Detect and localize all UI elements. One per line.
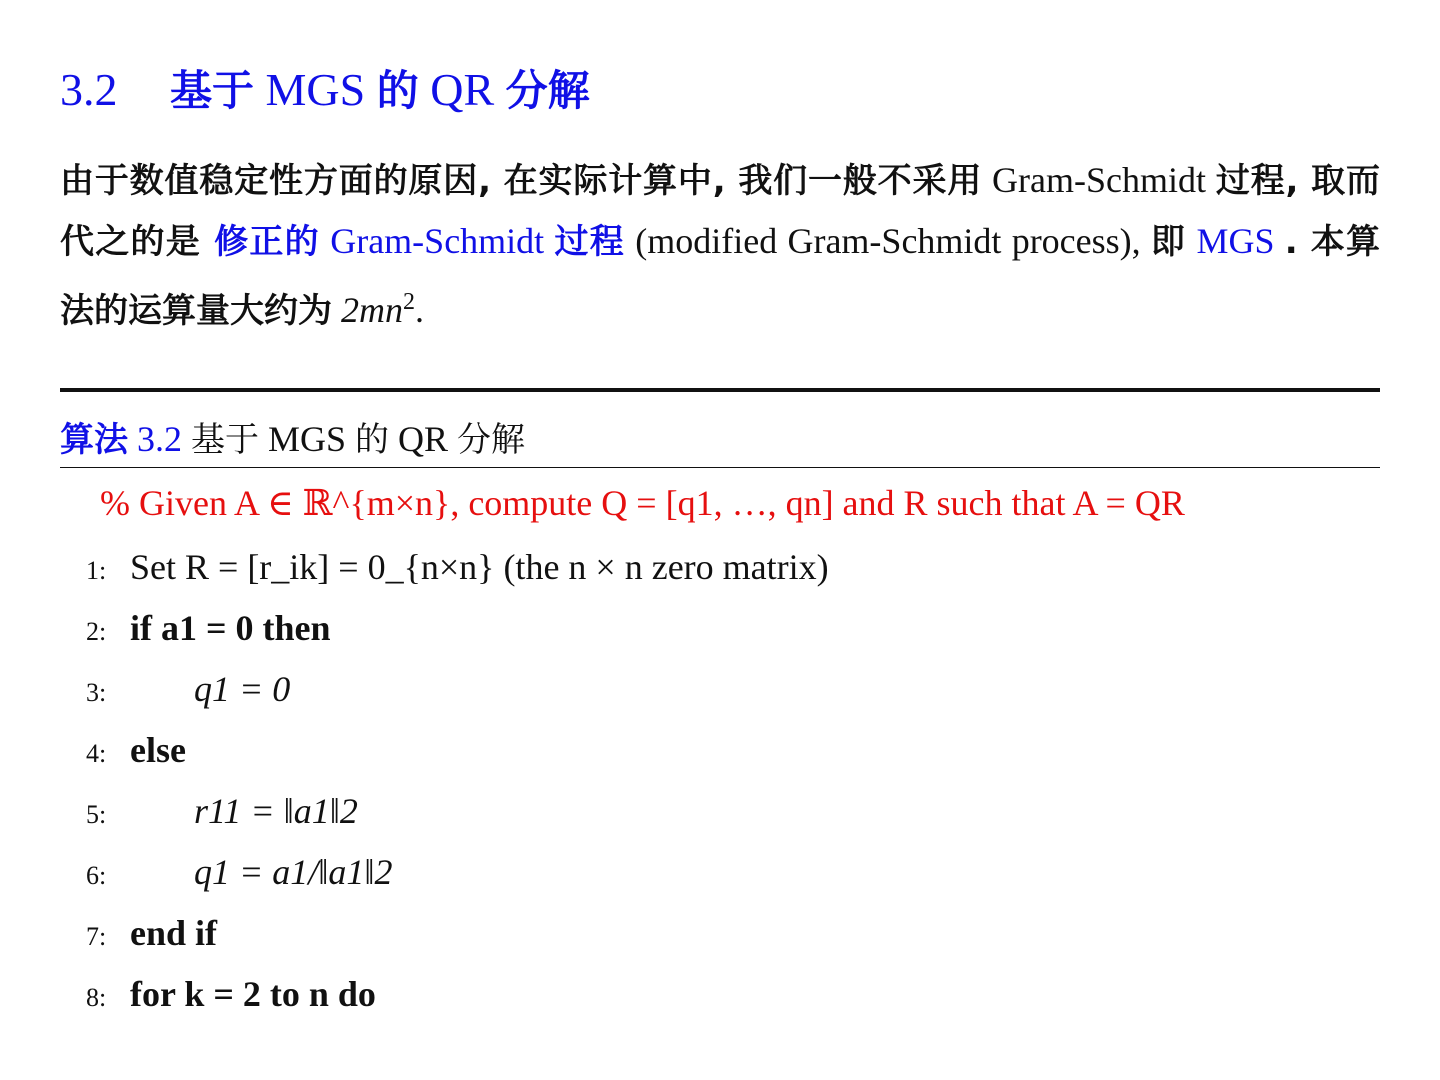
section-title-part: 的 <box>376 66 419 115</box>
paragraph-text: . 本算法的运算量大约为 <box>60 222 1381 331</box>
algorithm-comment: % Given A ∈ ℝ^{m×n}, compute Q = [q1, …, qn] and R such that A = QR <box>100 483 1185 523</box>
line-number: 5: <box>86 800 107 829</box>
algorithm-line <box>86 973 376 1015</box>
algorithm-line <box>86 546 829 588</box>
algorithm-line <box>86 912 217 954</box>
algorithm-line <box>86 668 290 710</box>
paragraph-text: Gram-Schmidt <box>982 160 1216 200</box>
intro-paragraph <box>60 150 1380 341</box>
line-number: 4: <box>86 739 107 768</box>
paragraph-text: 过程, 取而代之的是 <box>60 161 1380 262</box>
link-text: Gram-Schmidt <box>319 221 555 261</box>
link-text: 过程 <box>554 222 625 262</box>
line-text: end if <box>130 913 218 953</box>
algorithm-label <box>60 419 191 459</box>
math-expression: 2mn <box>332 290 403 330</box>
algorithm-title-part: 的 <box>355 420 390 460</box>
link-text: 修正的 <box>201 222 320 262</box>
algorithm-caption-rule <box>60 467 1380 468</box>
line-text: q1 = 0 <box>194 669 291 709</box>
algorithm-title-part: 基于 <box>191 420 259 460</box>
line-number: 2: <box>86 617 107 646</box>
section-title-part: 分解 <box>505 66 590 115</box>
algorithm-line <box>86 729 186 771</box>
algorithm-caption <box>60 412 525 461</box>
line-text: r11 = ‖a1‖2 <box>194 791 358 831</box>
line-number: 1: <box>86 556 107 585</box>
algorithm-top-rule <box>60 388 1380 392</box>
line-number: 3: <box>86 678 107 707</box>
section-number: 3.2 <box>60 64 118 115</box>
line-text: if a1 = 0 then <box>130 608 331 648</box>
algorithm-line <box>86 790 358 832</box>
algorithm-number: 3.2 <box>128 419 191 459</box>
mgs-link[interactable] <box>201 221 625 261</box>
mgs-abbrev-link[interactable]: MGS <box>1186 221 1285 261</box>
section-title <box>60 58 590 118</box>
paragraph-text: 由于数值稳定性方面的原因, 在实际计算中, 我们一般不采用 <box>60 161 983 201</box>
algorithm-line <box>86 851 393 893</box>
line-number: 6: <box>86 861 107 890</box>
algorithm-line <box>86 607 331 649</box>
section-title-part: QR <box>418 64 506 115</box>
section-title-part: 基于 <box>170 66 255 115</box>
line-number: 7: <box>86 922 107 951</box>
line-text: q1 = a1/‖a1‖2 <box>194 852 393 892</box>
algorithm-title-part: QR <box>389 419 458 459</box>
section-title-part: MGS <box>254 64 377 115</box>
line-text: else <box>130 730 186 770</box>
paragraph-text: . <box>415 290 424 330</box>
paragraph-text: 即 <box>1150 222 1187 262</box>
line-text: for k = 2 to n do <box>130 974 376 1014</box>
algorithm-title-part: 分解 <box>457 420 526 460</box>
algorithm-label-text: 算法 <box>60 420 128 460</box>
line-text: Set R = [r_ik] = 0_{n×n} (the n × n zero matrix) <box>130 547 829 587</box>
line-number: 8: <box>86 983 107 1012</box>
math-superscript: 2 <box>403 289 415 315</box>
paragraph-text: (modified Gram-Schmidt process), <box>624 221 1151 261</box>
algorithm-title-part: MGS <box>259 419 356 459</box>
